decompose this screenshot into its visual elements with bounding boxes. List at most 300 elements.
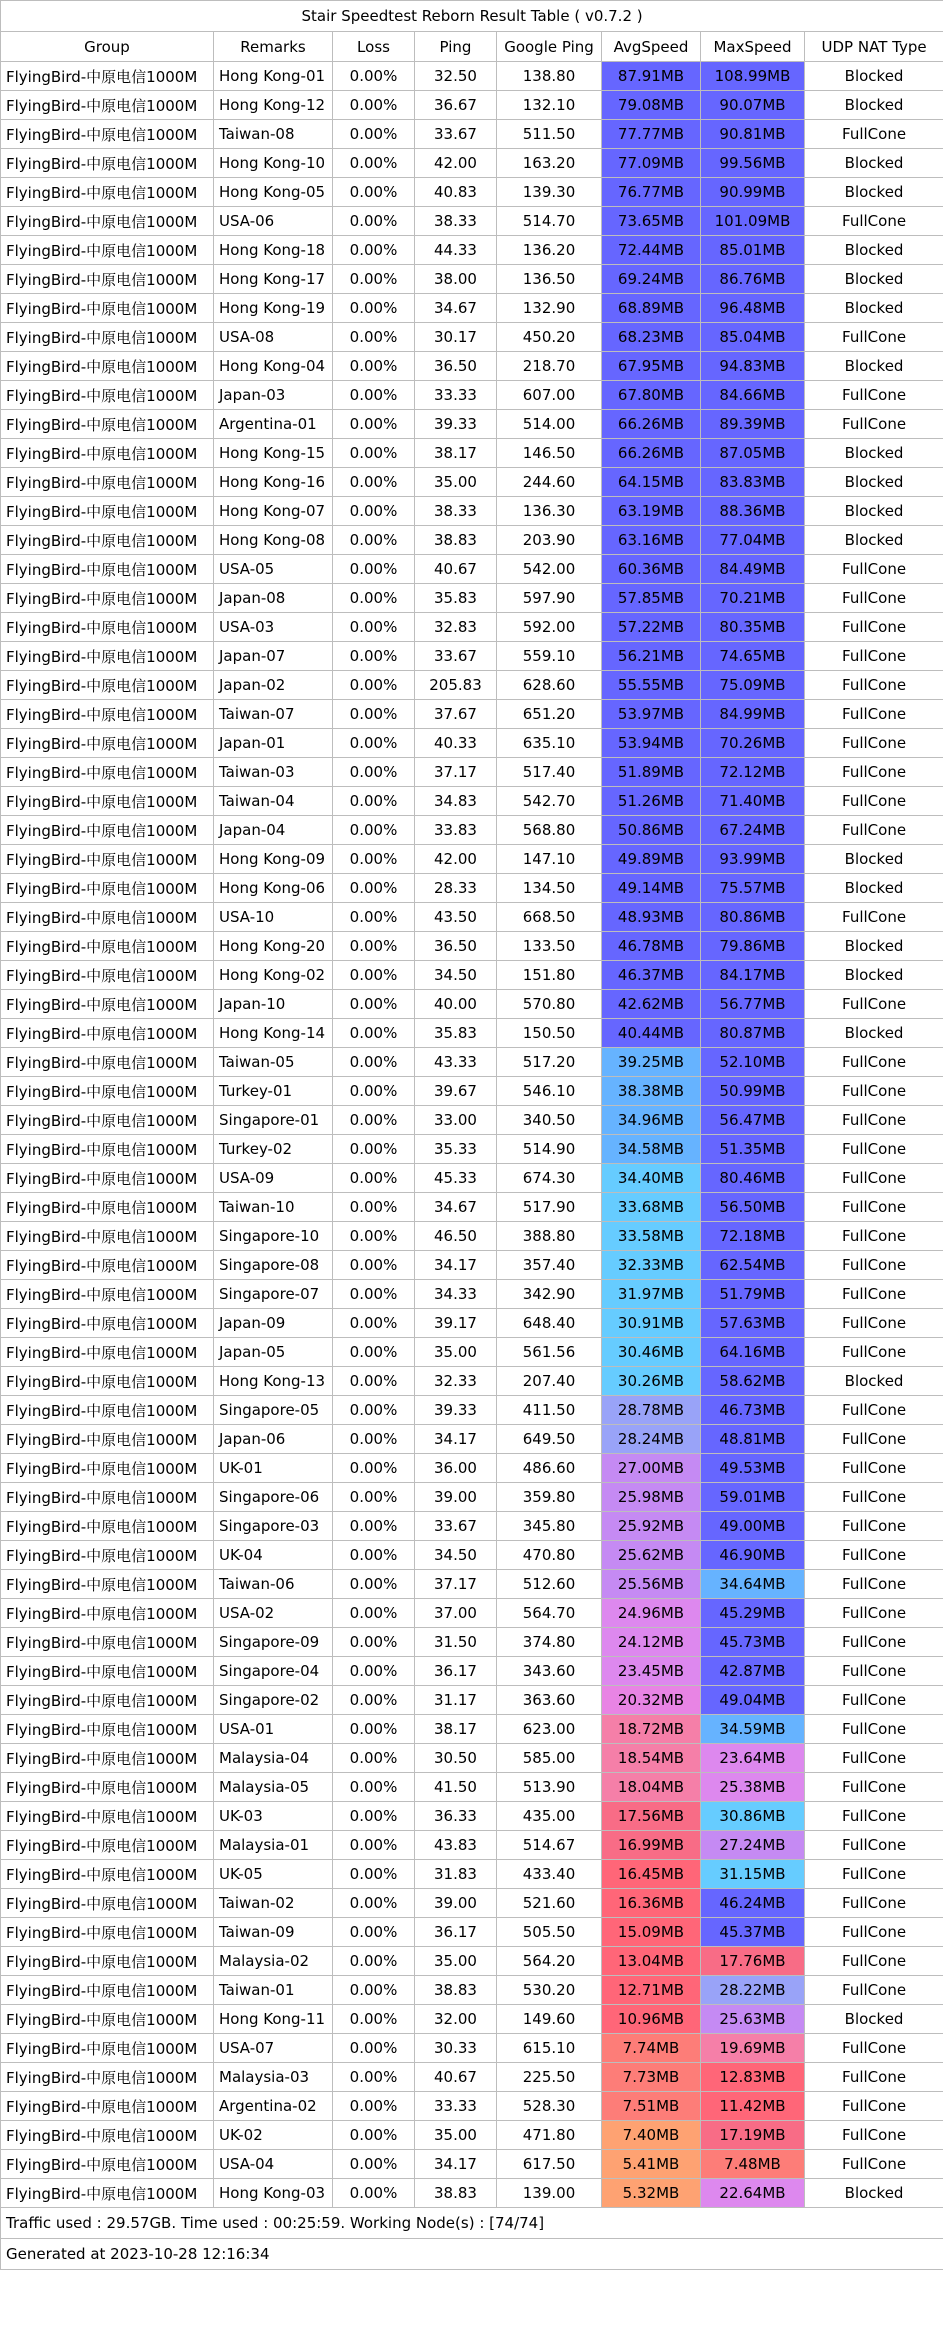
row-remarks: Hong Kong-13: [214, 1367, 333, 1396]
table-row: [1, 1715, 943, 1744]
row-remarks: Hong Kong-15: [214, 439, 333, 468]
table-title: Stair Speedtest Reborn Result Table ( v0.7.2 ): [1, 1, 943, 32]
row-avg-speed: 27.00MB: [602, 1454, 701, 1483]
row-ping: 45.33: [415, 1164, 497, 1193]
table-row: [1, 1454, 943, 1483]
row-loss: 0.00%: [333, 1541, 415, 1570]
row-google-ping: 218.70: [497, 352, 602, 381]
table-row: [1, 671, 943, 700]
row-max-speed: 86.76MB: [701, 265, 805, 294]
table-row: [1, 1338, 943, 1367]
row-loss: 0.00%: [333, 1773, 415, 1802]
row-avg-speed: 30.91MB: [602, 1309, 701, 1338]
row-avg-speed: 67.80MB: [602, 381, 701, 410]
row-max-speed: 77.04MB: [701, 526, 805, 555]
row-loss: 0.00%: [333, 613, 415, 642]
row-max-speed: 84.99MB: [701, 700, 805, 729]
row-udp-nat: Blocked: [805, 497, 943, 526]
table-row: [1, 1541, 943, 1570]
row-ping: 40.67: [415, 555, 497, 584]
table-row: [1, 1657, 943, 1686]
row-ping: 39.00: [415, 1889, 497, 1918]
row-max-speed: 7.48MB: [701, 2150, 805, 2179]
row-avg-speed: 64.15MB: [602, 468, 701, 497]
row-group: FlyingBird-中原电信1000M: [1, 236, 214, 265]
row-remarks: Hong Kong-01: [214, 62, 333, 91]
row-group: FlyingBird-中原电信1000M: [1, 1889, 214, 1918]
row-avg-speed: 56.21MB: [602, 642, 701, 671]
table-row: [1, 1164, 943, 1193]
row-avg-speed: 25.56MB: [602, 1570, 701, 1599]
row-remarks: Malaysia-04: [214, 1744, 333, 1773]
row-loss: 0.00%: [333, 236, 415, 265]
row-group: FlyingBird-中原电信1000M: [1, 1396, 214, 1425]
table-row: [1, 613, 943, 642]
table-row: [1, 265, 943, 294]
row-avg-speed: 7.40MB: [602, 2121, 701, 2150]
row-ping: 44.33: [415, 236, 497, 265]
row-group: FlyingBird-中原电信1000M: [1, 1744, 214, 1773]
row-udp-nat: FullCone: [805, 1309, 943, 1338]
row-remarks: Turkey-02: [214, 1135, 333, 1164]
table-row: [1, 2150, 943, 2179]
row-ping: 34.67: [415, 1193, 497, 1222]
row-loss: 0.00%: [333, 1280, 415, 1309]
row-remarks: Malaysia-05: [214, 1773, 333, 1802]
row-avg-speed: 25.62MB: [602, 1541, 701, 1570]
row-max-speed: 72.18MB: [701, 1222, 805, 1251]
table-row: [1, 1193, 943, 1222]
row-max-speed: 45.29MB: [701, 1599, 805, 1628]
row-avg-speed: 7.51MB: [602, 2092, 701, 2121]
row-loss: 0.00%: [333, 555, 415, 584]
row-ping: 31.17: [415, 1686, 497, 1715]
row-max-speed: 87.05MB: [701, 439, 805, 468]
row-max-speed: 11.42MB: [701, 2092, 805, 2121]
table-row: [1, 120, 943, 149]
row-loss: 0.00%: [333, 1802, 415, 1831]
row-group: FlyingBird-中原电信1000M: [1, 120, 214, 149]
row-google-ping: 357.40: [497, 1251, 602, 1280]
table-row: [1, 178, 943, 207]
row-ping: 40.67: [415, 2063, 497, 2092]
row-avg-speed: 16.36MB: [602, 1889, 701, 1918]
row-group: FlyingBird-中原电信1000M: [1, 62, 214, 91]
row-google-ping: 343.60: [497, 1657, 602, 1686]
row-ping: 35.00: [415, 1338, 497, 1367]
row-group: FlyingBird-中原电信1000M: [1, 2179, 214, 2208]
row-udp-nat: FullCone: [805, 1715, 943, 1744]
row-ping: 38.17: [415, 439, 497, 468]
row-group: FlyingBird-中原电信1000M: [1, 207, 214, 236]
col-group: Group: [1, 32, 214, 62]
row-udp-nat: FullCone: [805, 381, 943, 410]
row-avg-speed: 28.24MB: [602, 1425, 701, 1454]
row-ping: 37.17: [415, 758, 497, 787]
row-udp-nat: FullCone: [805, 2150, 943, 2179]
table-row: [1, 91, 943, 120]
row-avg-speed: 16.45MB: [602, 1860, 701, 1889]
row-udp-nat: Blocked: [805, 874, 943, 903]
row-remarks: Hong Kong-06: [214, 874, 333, 903]
row-max-speed: 84.49MB: [701, 555, 805, 584]
row-avg-speed: 13.04MB: [602, 1947, 701, 1976]
row-avg-speed: 32.33MB: [602, 1251, 701, 1280]
row-avg-speed: 53.94MB: [602, 729, 701, 758]
row-google-ping: 388.80: [497, 1222, 602, 1251]
row-google-ping: 363.60: [497, 1686, 602, 1715]
table-row: [1, 236, 943, 265]
row-ping: 33.67: [415, 1512, 497, 1541]
row-loss: 0.00%: [333, 1860, 415, 1889]
row-avg-speed: 51.26MB: [602, 787, 701, 816]
row-group: FlyingBird-中原电信1000M: [1, 1570, 214, 1599]
col-avg-speed: AvgSpeed: [602, 32, 701, 62]
row-udp-nat: FullCone: [805, 1077, 943, 1106]
row-remarks: Hong Kong-08: [214, 526, 333, 555]
row-avg-speed: 34.40MB: [602, 1164, 701, 1193]
row-ping: 39.67: [415, 1077, 497, 1106]
row-avg-speed: 57.85MB: [602, 584, 701, 613]
row-ping: 36.50: [415, 932, 497, 961]
row-google-ping: 514.90: [497, 1135, 602, 1164]
row-google-ping: 559.10: [497, 642, 602, 671]
row-group: FlyingBird-中原电信1000M: [1, 294, 214, 323]
row-ping: 41.50: [415, 1773, 497, 1802]
row-ping: 31.50: [415, 1628, 497, 1657]
row-udp-nat: FullCone: [805, 1802, 943, 1831]
row-max-speed: 34.59MB: [701, 1715, 805, 1744]
row-group: FlyingBird-中原电信1000M: [1, 468, 214, 497]
table-body: [1, 62, 943, 2208]
row-loss: 0.00%: [333, 961, 415, 990]
col-remarks: Remarks: [214, 32, 333, 62]
row-ping: 36.17: [415, 1657, 497, 1686]
table-row: [1, 874, 943, 903]
table-row: [1, 555, 943, 584]
row-max-speed: 27.24MB: [701, 1831, 805, 1860]
row-avg-speed: 34.58MB: [602, 1135, 701, 1164]
row-max-speed: 46.73MB: [701, 1396, 805, 1425]
row-remarks: Taiwan-07: [214, 700, 333, 729]
row-remarks: Taiwan-05: [214, 1048, 333, 1077]
row-loss: 0.00%: [333, 1628, 415, 1657]
row-remarks: USA-10: [214, 903, 333, 932]
row-group: FlyingBird-中原电信1000M: [1, 1657, 214, 1686]
row-group: FlyingBird-中原电信1000M: [1, 1019, 214, 1048]
row-max-speed: 84.17MB: [701, 961, 805, 990]
row-max-speed: 56.50MB: [701, 1193, 805, 1222]
table-row: [1, 1831, 943, 1860]
row-max-speed: 99.56MB: [701, 149, 805, 178]
row-remarks: Singapore-05: [214, 1396, 333, 1425]
row-remarks: Singapore-07: [214, 1280, 333, 1309]
row-loss: 0.00%: [333, 1686, 415, 1715]
table-row: [1, 62, 943, 91]
row-ping: 31.83: [415, 1860, 497, 1889]
row-ping: 34.67: [415, 294, 497, 323]
row-loss: 0.00%: [333, 1106, 415, 1135]
row-avg-speed: 33.58MB: [602, 1222, 701, 1251]
row-max-speed: 17.76MB: [701, 1947, 805, 1976]
row-max-speed: 25.63MB: [701, 2005, 805, 2034]
row-loss: 0.00%: [333, 1976, 415, 2005]
row-group: FlyingBird-中原电信1000M: [1, 1483, 214, 1512]
row-max-speed: 80.86MB: [701, 903, 805, 932]
row-group: FlyingBird-中原电信1000M: [1, 845, 214, 874]
row-max-speed: 56.47MB: [701, 1106, 805, 1135]
row-max-speed: 51.79MB: [701, 1280, 805, 1309]
row-udp-nat: FullCone: [805, 642, 943, 671]
row-remarks: Taiwan-04: [214, 787, 333, 816]
row-ping: 38.83: [415, 526, 497, 555]
row-loss: 0.00%: [333, 1570, 415, 1599]
row-ping: 36.50: [415, 352, 497, 381]
row-avg-speed: 17.56MB: [602, 1802, 701, 1831]
table-row: [1, 2063, 943, 2092]
table-row: [1, 1773, 943, 1802]
row-group: FlyingBird-中原电信1000M: [1, 555, 214, 584]
row-ping: 30.50: [415, 1744, 497, 1773]
row-udp-nat: FullCone: [805, 903, 943, 932]
row-remarks: USA-07: [214, 2034, 333, 2063]
row-max-speed: 58.62MB: [701, 1367, 805, 1396]
col-udp-nat: UDP NAT Type: [805, 32, 943, 62]
row-avg-speed: 68.89MB: [602, 294, 701, 323]
row-remarks: Japan-07: [214, 642, 333, 671]
row-group: FlyingBird-中原电信1000M: [1, 1976, 214, 2005]
row-udp-nat: Blocked: [805, 439, 943, 468]
row-google-ping: 615.10: [497, 2034, 602, 2063]
row-remarks: Japan-08: [214, 584, 333, 613]
row-udp-nat: FullCone: [805, 1773, 943, 1802]
row-ping: 36.67: [415, 91, 497, 120]
row-avg-speed: 77.77MB: [602, 120, 701, 149]
row-ping: 34.50: [415, 1541, 497, 1570]
row-loss: 0.00%: [333, 729, 415, 758]
row-remarks: USA-09: [214, 1164, 333, 1193]
row-max-speed: 46.90MB: [701, 1541, 805, 1570]
row-group: FlyingBird-中原电信1000M: [1, 1454, 214, 1483]
row-max-speed: 12.83MB: [701, 2063, 805, 2092]
row-group: FlyingBird-中原电信1000M: [1, 874, 214, 903]
row-ping: 33.33: [415, 381, 497, 410]
row-avg-speed: 34.96MB: [602, 1106, 701, 1135]
row-udp-nat: FullCone: [805, 1831, 943, 1860]
row-group: FlyingBird-中原电信1000M: [1, 1251, 214, 1280]
row-group: FlyingBird-中原电信1000M: [1, 1106, 214, 1135]
row-remarks: Hong Kong-11: [214, 2005, 333, 2034]
row-remarks: Japan-09: [214, 1309, 333, 1338]
row-max-speed: 83.83MB: [701, 468, 805, 497]
row-udp-nat: FullCone: [805, 613, 943, 642]
row-ping: 34.83: [415, 787, 497, 816]
row-group: FlyingBird-中原电信1000M: [1, 381, 214, 410]
row-google-ping: 570.80: [497, 990, 602, 1019]
row-avg-speed: 23.45MB: [602, 1657, 701, 1686]
row-loss: 0.00%: [333, 845, 415, 874]
row-google-ping: 674.30: [497, 1164, 602, 1193]
row-remarks: Singapore-01: [214, 1106, 333, 1135]
row-udp-nat: Blocked: [805, 961, 943, 990]
row-ping: 43.33: [415, 1048, 497, 1077]
table-row: [1, 932, 943, 961]
row-max-speed: 52.10MB: [701, 1048, 805, 1077]
row-udp-nat: Blocked: [805, 468, 943, 497]
table-row: [1, 1744, 943, 1773]
row-ping: 38.17: [415, 1715, 497, 1744]
row-avg-speed: 5.32MB: [602, 2179, 701, 2208]
row-remarks: USA-04: [214, 2150, 333, 2179]
row-group: FlyingBird-中原电信1000M: [1, 961, 214, 990]
row-google-ping: 564.20: [497, 1947, 602, 1976]
row-remarks: Hong Kong-16: [214, 468, 333, 497]
row-google-ping: 471.80: [497, 2121, 602, 2150]
row-avg-speed: 31.97MB: [602, 1280, 701, 1309]
row-loss: 0.00%: [333, 352, 415, 381]
row-google-ping: 635.10: [497, 729, 602, 758]
row-google-ping: 150.50: [497, 1019, 602, 1048]
row-loss: 0.00%: [333, 584, 415, 613]
row-ping: 32.00: [415, 2005, 497, 2034]
row-max-speed: 49.53MB: [701, 1454, 805, 1483]
row-udp-nat: Blocked: [805, 2005, 943, 2034]
row-google-ping: 203.90: [497, 526, 602, 555]
row-ping: 38.83: [415, 2179, 497, 2208]
row-group: FlyingBird-中原电信1000M: [1, 1048, 214, 1077]
row-udp-nat: FullCone: [805, 584, 943, 613]
row-loss: 0.00%: [333, 1396, 415, 1425]
row-remarks: Hong Kong-05: [214, 178, 333, 207]
row-udp-nat: FullCone: [805, 1280, 943, 1309]
row-remarks: Taiwan-10: [214, 1193, 333, 1222]
row-group: FlyingBird-中原电信1000M: [1, 497, 214, 526]
row-group: FlyingBird-中原电信1000M: [1, 410, 214, 439]
row-remarks: Taiwan-01: [214, 1976, 333, 2005]
row-google-ping: 133.50: [497, 932, 602, 961]
row-google-ping: 136.50: [497, 265, 602, 294]
row-remarks: Argentina-02: [214, 2092, 333, 2121]
table-row: [1, 584, 943, 613]
row-loss: 0.00%: [333, 120, 415, 149]
row-remarks: Singapore-02: [214, 1686, 333, 1715]
row-loss: 0.00%: [333, 1164, 415, 1193]
row-google-ping: 139.30: [497, 178, 602, 207]
row-group: FlyingBird-中原电信1000M: [1, 932, 214, 961]
row-avg-speed: 39.25MB: [602, 1048, 701, 1077]
row-google-ping: 134.50: [497, 874, 602, 903]
row-google-ping: 512.60: [497, 1570, 602, 1599]
row-udp-nat: FullCone: [805, 1599, 943, 1628]
col-loss: Loss: [333, 32, 415, 62]
row-loss: 0.00%: [333, 91, 415, 120]
row-loss: 0.00%: [333, 1918, 415, 1947]
row-ping: 33.67: [415, 642, 497, 671]
row-udp-nat: FullCone: [805, 1918, 943, 1947]
row-ping: 39.17: [415, 1309, 497, 1338]
row-udp-nat: FullCone: [805, 1222, 943, 1251]
row-loss: 0.00%: [333, 2179, 415, 2208]
row-ping: 33.83: [415, 816, 497, 845]
table-row: [1, 497, 943, 526]
row-loss: 0.00%: [333, 1425, 415, 1454]
row-remarks: Taiwan-03: [214, 758, 333, 787]
row-remarks: Taiwan-09: [214, 1918, 333, 1947]
row-remarks: UK-04: [214, 1541, 333, 1570]
row-max-speed: 57.63MB: [701, 1309, 805, 1338]
row-avg-speed: 63.16MB: [602, 526, 701, 555]
row-ping: 33.33: [415, 2092, 497, 2121]
row-loss: 0.00%: [333, 1947, 415, 1976]
row-google-ping: 607.00: [497, 381, 602, 410]
row-avg-speed: 5.41MB: [602, 2150, 701, 2179]
row-loss: 0.00%: [333, 671, 415, 700]
row-ping: 46.50: [415, 1222, 497, 1251]
row-max-speed: 45.37MB: [701, 1918, 805, 1947]
row-loss: 0.00%: [333, 1657, 415, 1686]
row-google-ping: 517.20: [497, 1048, 602, 1077]
row-max-speed: 64.16MB: [701, 1338, 805, 1367]
row-avg-speed: 46.78MB: [602, 932, 701, 961]
row-loss: 0.00%: [333, 497, 415, 526]
table-row: [1, 381, 943, 410]
row-ping: 36.17: [415, 1918, 497, 1947]
row-max-speed: 94.83MB: [701, 352, 805, 381]
row-max-speed: 96.48MB: [701, 294, 805, 323]
row-ping: 38.00: [415, 265, 497, 294]
row-remarks: Singapore-06: [214, 1483, 333, 1512]
row-avg-speed: 18.72MB: [602, 1715, 701, 1744]
row-group: FlyingBird-中原电信1000M: [1, 700, 214, 729]
row-ping: 34.33: [415, 1280, 497, 1309]
row-loss: 0.00%: [333, 1831, 415, 1860]
row-max-speed: 51.35MB: [701, 1135, 805, 1164]
row-ping: 43.50: [415, 903, 497, 932]
row-remarks: Malaysia-01: [214, 1831, 333, 1860]
row-loss: 0.00%: [333, 149, 415, 178]
row-google-ping: 207.40: [497, 1367, 602, 1396]
row-google-ping: 617.50: [497, 2150, 602, 2179]
row-group: FlyingBird-中原电信1000M: [1, 1512, 214, 1541]
row-google-ping: 530.20: [497, 1976, 602, 2005]
row-loss: 0.00%: [333, 2092, 415, 2121]
row-google-ping: 521.60: [497, 1889, 602, 1918]
table-row: [1, 961, 943, 990]
table-row: [1, 2034, 943, 2063]
row-remarks: Argentina-01: [214, 410, 333, 439]
row-ping: 30.17: [415, 323, 497, 352]
row-avg-speed: 7.74MB: [602, 2034, 701, 2063]
row-avg-speed: 46.37MB: [602, 961, 701, 990]
row-max-speed: 22.64MB: [701, 2179, 805, 2208]
row-group: FlyingBird-中原电信1000M: [1, 526, 214, 555]
table-row: [1, 2121, 943, 2150]
row-avg-speed: 48.93MB: [602, 903, 701, 932]
row-udp-nat: Blocked: [805, 932, 943, 961]
row-loss: 0.00%: [333, 1048, 415, 1077]
row-group: FlyingBird-中原电信1000M: [1, 787, 214, 816]
table-row: [1, 526, 943, 555]
row-ping: 43.83: [415, 1831, 497, 1860]
row-max-speed: 25.38MB: [701, 1773, 805, 1802]
table-row: [1, 758, 943, 787]
table-row: [1, 1947, 943, 1976]
row-remarks: Hong Kong-14: [214, 1019, 333, 1048]
row-max-speed: 19.69MB: [701, 2034, 805, 2063]
row-google-ping: 225.50: [497, 2063, 602, 2092]
row-loss: 0.00%: [333, 1309, 415, 1338]
row-google-ping: 342.90: [497, 1280, 602, 1309]
